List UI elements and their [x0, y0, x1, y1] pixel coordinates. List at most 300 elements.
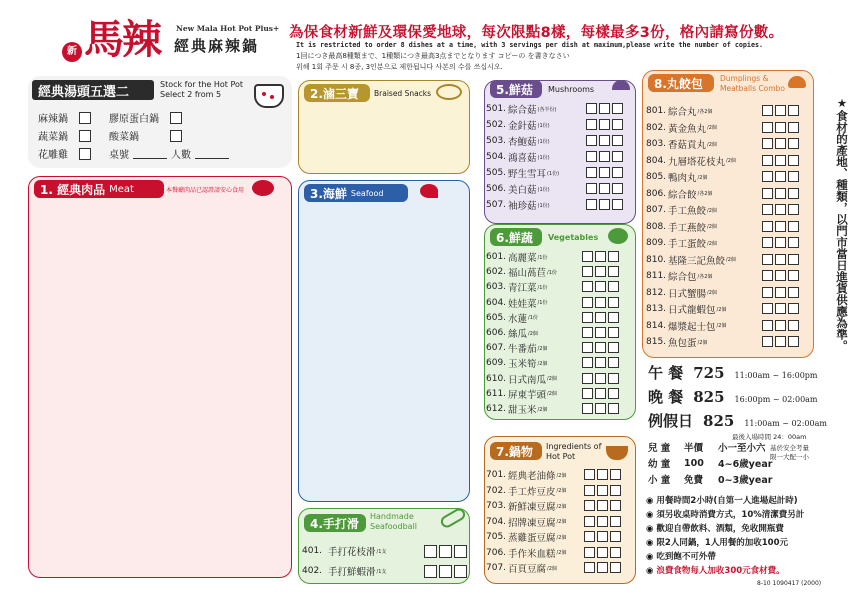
dumpling-item-row: [646, 137, 717, 151]
item-number: 611.: [486, 388, 507, 399]
qty-checkbox[interactable]: [424, 545, 437, 558]
dumpling-qty-boxes: [762, 336, 799, 347]
qty-checkbox[interactable]: [439, 545, 452, 558]
rule-item: [646, 550, 716, 562]
qty-checkbox[interactable]: [788, 287, 799, 298]
qty-checkbox[interactable]: [582, 373, 593, 384]
veg-item-row: [486, 326, 538, 340]
qty-checkbox[interactable]: [597, 485, 608, 496]
dumpling-item-row: [646, 121, 717, 135]
qty-checkbox[interactable]: [610, 485, 621, 496]
item-number: 506.: [486, 184, 507, 194]
qty-checkbox[interactable]: [595, 251, 606, 262]
item-portion: /2個: [697, 339, 708, 346]
soup-en1: Stock for the Hot Pot: [160, 80, 244, 89]
people-label: 人數: [171, 150, 191, 161]
potitem-item-row: [486, 546, 566, 560]
qty-checkbox[interactable]: [597, 562, 608, 573]
soup-item-label: 酸菜鍋: [109, 132, 139, 143]
item-portion: /2個: [547, 391, 557, 398]
qty-checkbox[interactable]: [775, 320, 786, 331]
qty-checkbox[interactable]: [775, 155, 786, 166]
qty-checkbox[interactable]: [788, 221, 799, 232]
qty-checkbox[interactable]: [612, 199, 623, 210]
qty-checkbox[interactable]: [586, 167, 597, 178]
qty-checkbox[interactable]: [775, 105, 786, 116]
item-portion: (1份): [537, 202, 550, 209]
qty-checkbox[interactable]: [597, 547, 608, 558]
item-number: 605.: [486, 312, 507, 323]
qty-checkbox[interactable]: [612, 135, 623, 146]
qty-checkbox[interactable]: [762, 237, 773, 248]
veg-en: Vegetables: [548, 233, 599, 242]
item-name: 水蓮: [508, 313, 528, 325]
qty-checkbox[interactable]: [599, 199, 610, 210]
veg-qty-boxes: [582, 266, 619, 277]
kids-price: 100: [684, 457, 704, 469]
qty-checkbox[interactable]: [595, 327, 606, 338]
qty-checkbox[interactable]: [775, 254, 786, 265]
dumpling-item-row: [646, 319, 726, 333]
qty-checkbox[interactable]: [788, 336, 799, 347]
qty-checkbox[interactable]: [608, 297, 619, 308]
item-number: 507.: [486, 200, 507, 210]
dumpling-item-row: [646, 203, 717, 217]
qty-checkbox[interactable]: [582, 403, 593, 414]
dumpling-qty-boxes: [762, 287, 799, 298]
item-portion: /2個: [547, 376, 557, 383]
qty-checkbox[interactable]: [762, 105, 773, 116]
qty-checkbox[interactable]: [762, 221, 773, 232]
mushroom-qty-boxes: [586, 199, 623, 210]
sanbao-title: 2.滷三寶: [310, 86, 359, 101]
qty-checkbox[interactable]: [608, 312, 619, 323]
qty-checkbox[interactable]: [584, 547, 595, 558]
qty-checkbox[interactable]: [788, 303, 799, 314]
item-name: 手工炸豆皮: [508, 486, 556, 498]
item-name: 金針菇: [508, 121, 537, 132]
qty-checkbox[interactable]: [788, 237, 799, 248]
item-name: 袖珍菇: [508, 201, 537, 212]
qty-checkbox[interactable]: [775, 303, 786, 314]
dumpling-item-row: [646, 335, 707, 349]
item-name: 新鮮凍豆腐: [508, 502, 556, 513]
meat-title: 1. 經典肉品: [40, 182, 106, 197]
qty-checkbox[interactable]: [586, 199, 597, 210]
fishball-en2: Seafoodball: [370, 522, 418, 531]
veg-item-row: [486, 402, 547, 416]
soup-item-label: 麻辣鍋: [38, 114, 68, 125]
item-portion: /2個: [707, 125, 717, 131]
fishball-header: [304, 514, 366, 532]
dumpling-item-row: [646, 253, 736, 267]
potitem-qty-boxes: [584, 516, 621, 527]
qty-checkbox[interactable]: [788, 138, 799, 149]
logo-new-badge: 新: [62, 42, 82, 62]
meat-icon: [252, 180, 274, 196]
qty-checkbox[interactable]: [608, 281, 619, 292]
qty-checkbox[interactable]: [584, 469, 595, 480]
veg-qty-boxes: [582, 327, 619, 338]
soup-checkbox[interactable]: [79, 130, 91, 142]
item-portion: /各2個: [697, 108, 713, 115]
item-number: 806.: [646, 188, 667, 199]
item-portion: /2個: [556, 503, 567, 510]
veg-qty-boxes: [582, 312, 619, 323]
notice-korean: 위해 1회 주문 시 8종, 3인분으로 제한됩니다 사본의 수를 쓰십시오.: [296, 63, 503, 71]
dumpling-qty-boxes: [762, 237, 799, 248]
item-name: 蒸雞蛋豆腐: [508, 533, 556, 544]
qty-checkbox[interactable]: [775, 122, 786, 133]
mushroom-item-row: [486, 134, 550, 148]
qty-checkbox[interactable]: [608, 357, 619, 368]
qty-checkbox[interactable]: [597, 531, 608, 542]
qty-checkbox[interactable]: [762, 122, 773, 133]
qty-checkbox[interactable]: [788, 188, 799, 199]
item-portion: /2個: [707, 141, 717, 148]
mushroom-qty-boxes: [586, 167, 623, 178]
qty-checkbox[interactable]: [586, 103, 597, 114]
item-number: 805.: [646, 172, 667, 182]
item-number: 502.: [486, 120, 507, 130]
qty-checkbox[interactable]: [775, 270, 786, 281]
item-portion: /1份: [537, 284, 548, 291]
people-count-field[interactable]: [195, 149, 229, 159]
mushroom-qty-boxes: [586, 183, 623, 194]
qty-checkbox[interactable]: [612, 183, 623, 194]
qty-checkbox[interactable]: [582, 297, 593, 308]
qty-checkbox[interactable]: [788, 155, 799, 166]
meat-en: Meat: [109, 183, 134, 195]
item-portion: (1份): [537, 154, 550, 161]
qty-checkbox[interactable]: [608, 251, 619, 262]
dumpling-qty-boxes: [762, 270, 799, 281]
item-portion: /2個: [537, 406, 548, 413]
fishball-qty-boxes: [424, 545, 467, 558]
qty-checkbox[interactable]: [762, 336, 773, 347]
sanbao-en: Braised Snacks: [374, 89, 432, 98]
item-portion: /2個: [707, 240, 717, 247]
item-name: 日式蟹腸: [668, 288, 707, 300]
item-number: 602.: [486, 267, 507, 278]
item-name: 高麗菜: [508, 253, 537, 264]
bullet-icon: ◉: [646, 552, 654, 562]
qty-checkbox[interactable]: [610, 516, 621, 527]
qty-checkbox[interactable]: [612, 167, 623, 178]
item-name: 綜合菇: [508, 105, 537, 116]
veg-item-row: [486, 265, 557, 279]
qty-checkbox[interactable]: [599, 151, 610, 162]
item-portion: /2個: [537, 345, 548, 352]
item-portion: (1份): [537, 138, 550, 145]
qty-checkbox[interactable]: [608, 266, 619, 277]
potitem-qty-boxes: [584, 562, 621, 573]
item-number: 705.: [486, 532, 507, 542]
qty-checkbox[interactable]: [582, 342, 593, 353]
potitem-qty-boxes: [584, 531, 621, 542]
item-name: 綜合餃: [668, 189, 697, 201]
qty-checkbox[interactable]: [599, 183, 610, 194]
item-number: 601.: [486, 252, 507, 262]
qty-checkbox[interactable]: [424, 565, 437, 578]
price-label: 晚 餐: [648, 388, 684, 406]
dumpling-qty-boxes: [762, 303, 799, 314]
qty-checkbox[interactable]: [610, 500, 621, 511]
item-name: 爆漿起士包: [668, 321, 716, 333]
item-name: 綜合丸: [668, 107, 697, 118]
qty-checkbox[interactable]: [595, 373, 606, 384]
item-portion: /2個: [716, 306, 727, 313]
qty-checkbox[interactable]: [788, 320, 799, 331]
qty-checkbox[interactable]: [597, 500, 608, 511]
soup-item-label: 花雕雞: [38, 150, 68, 161]
item-number: 801.: [646, 106, 667, 116]
item-name: 美白菇: [508, 185, 537, 196]
price-row: [648, 410, 827, 431]
item-portion: /2個: [726, 257, 736, 263]
item-number: 813.: [646, 304, 667, 314]
item-name: 絲瓜: [508, 329, 528, 340]
rule-item: [646, 508, 804, 520]
qty-checkbox[interactable]: [599, 135, 610, 146]
item-name: 香菇貢丸: [668, 140, 707, 151]
fishball-item-row: [302, 564, 386, 578]
item-name: 野生雪耳: [508, 169, 547, 180]
dumpling-item-row: [646, 154, 736, 168]
price-row: [648, 386, 818, 407]
potitem-qty-boxes: [584, 469, 621, 480]
item-number: 603.: [486, 282, 507, 293]
dumpling-qty-boxes: [762, 171, 799, 182]
qty-checkbox[interactable]: [775, 204, 786, 215]
qty-checkbox[interactable]: [762, 254, 773, 265]
qty-checkbox[interactable]: [582, 312, 593, 323]
qty-checkbox[interactable]: [788, 204, 799, 215]
item-name: 牛番茄: [508, 344, 537, 356]
last-order: 最後入場時間 24：00am: [732, 433, 807, 441]
item-number: 609.: [486, 358, 507, 369]
veg-qty-boxes: [582, 388, 619, 399]
item-number: 810.: [646, 254, 667, 265]
qty-checkbox[interactable]: [612, 103, 623, 114]
qty-checkbox[interactable]: [454, 545, 467, 558]
bullet-icon: ◉: [646, 524, 654, 534]
veg-item-row: [486, 296, 547, 310]
item-portion: /2個: [556, 534, 567, 541]
qty-checkbox[interactable]: [608, 327, 619, 338]
qty-checkbox[interactable]: [454, 565, 467, 578]
item-number: 704.: [486, 516, 507, 527]
qty-checkbox[interactable]: [762, 320, 773, 331]
item-name: 招牌凍豆腐: [508, 517, 556, 529]
dumpling-item-row: [646, 236, 717, 250]
dumpling-icon: [788, 76, 806, 88]
soup-en2: Select 2 from 5: [160, 90, 222, 99]
shrimp-icon: [420, 184, 438, 198]
mushroom-qty-boxes: [586, 151, 623, 162]
rule-text: 浪費食物每人加收300元食材費。: [656, 566, 785, 576]
soup-checkbox[interactable]: [79, 148, 91, 160]
dumpling-en1: Dumplings &: [720, 74, 769, 83]
qty-checkbox[interactable]: [762, 155, 773, 166]
qty-checkbox[interactable]: [584, 516, 595, 527]
veg-item-row: [486, 372, 557, 386]
qty-checkbox[interactable]: [608, 403, 619, 414]
qty-checkbox[interactable]: [595, 312, 606, 323]
mushroom-item-row: [486, 166, 559, 180]
qty-checkbox[interactable]: [586, 183, 597, 194]
veg-header: [490, 228, 542, 246]
qty-checkbox[interactable]: [582, 357, 593, 368]
item-number: 606.: [486, 328, 507, 338]
qty-checkbox[interactable]: [584, 485, 595, 496]
qty-checkbox[interactable]: [775, 171, 786, 182]
dumpling-item-row: [646, 220, 717, 234]
kids-label: 幼 童: [648, 459, 671, 470]
rule-item: [646, 494, 798, 506]
qty-checkbox[interactable]: [597, 469, 608, 480]
mushroom-item-row: [486, 102, 556, 116]
item-portion: /2個: [707, 290, 717, 296]
qty-checkbox[interactable]: [582, 388, 593, 399]
veg-item-row: [486, 280, 547, 294]
qty-checkbox[interactable]: [788, 254, 799, 265]
item-number: 807.: [646, 205, 667, 215]
qty-checkbox[interactable]: [582, 281, 593, 292]
item-portion: /2個: [726, 158, 736, 164]
veg-title: 6.鮮蔬: [496, 230, 533, 245]
qty-checkbox[interactable]: [610, 562, 621, 573]
qty-checkbox[interactable]: [762, 303, 773, 314]
qty-checkbox[interactable]: [608, 388, 619, 399]
qty-checkbox[interactable]: [612, 151, 623, 162]
soup-checkbox[interactable]: [170, 130, 182, 142]
veg-qty-boxes: [582, 251, 619, 262]
item-name: 綜合包: [668, 272, 697, 283]
qty-checkbox[interactable]: [586, 151, 597, 162]
qty-checkbox[interactable]: [788, 270, 799, 281]
seafood-title: 3.海鮮: [310, 186, 347, 201]
kids-label: 小 童: [648, 475, 671, 486]
soup-row-2: [38, 128, 182, 143]
item-name: 經典老油條: [508, 471, 556, 482]
qty-checkbox[interactable]: [595, 388, 606, 399]
kids-condition: 小一至小六: [718, 443, 766, 454]
qty-checkbox[interactable]: [762, 171, 773, 182]
item-name: 百頁豆腐: [508, 564, 547, 575]
qty-checkbox[interactable]: [775, 237, 786, 248]
qty-checkbox[interactable]: [762, 188, 773, 199]
item-name: 手作米血糕: [508, 548, 556, 560]
qty-checkbox[interactable]: [595, 281, 606, 292]
qty-checkbox[interactable]: [612, 119, 623, 130]
soup-checkbox[interactable]: [170, 112, 182, 124]
qty-checkbox[interactable]: [775, 188, 786, 199]
qty-checkbox[interactable]: [762, 287, 773, 298]
qty-checkbox[interactable]: [775, 221, 786, 232]
side-note: ★食材的產地、種類，以門市當日進貨供應為準。: [835, 96, 849, 352]
item-portion: /1支: [376, 548, 387, 555]
qty-checkbox[interactable]: [599, 119, 610, 130]
qty-checkbox[interactable]: [775, 287, 786, 298]
rule-text: 吃到飽不可外帶: [656, 552, 716, 562]
qty-checkbox[interactable]: [586, 135, 597, 146]
item-name: 鴻喜菇: [508, 153, 537, 164]
qty-checkbox[interactable]: [608, 342, 619, 353]
qty-checkbox[interactable]: [582, 327, 593, 338]
sanbao-header: [304, 84, 370, 102]
potitem-qty-boxes: [584, 547, 621, 558]
kids-price-row: [648, 440, 766, 454]
item-name: 手打鮮蝦滑: [328, 567, 376, 578]
item-number: 811.: [646, 271, 667, 281]
item-name: 杏鮑菇: [508, 137, 537, 148]
item-name: 九層塔花枝丸: [668, 156, 726, 168]
veg-qty-boxes: [582, 403, 619, 414]
notice-english: It is restricted to order 8 dishes at a time, with 3 servings per dish at maximum,please write the number of copies.: [296, 41, 764, 49]
veg-item-row: [486, 250, 547, 264]
price-value: 725: [693, 364, 725, 382]
kids-price-row: [648, 456, 772, 470]
qty-checkbox[interactable]: [762, 138, 773, 149]
qty-checkbox[interactable]: [610, 547, 621, 558]
mushroom-item-row: [486, 150, 550, 164]
soup-checkbox[interactable]: [79, 112, 91, 124]
item-number: 706.: [486, 547, 507, 558]
qty-checkbox[interactable]: [597, 516, 608, 527]
qty-checkbox[interactable]: [586, 119, 597, 130]
qty-checkbox[interactable]: [610, 469, 621, 480]
qty-checkbox[interactable]: [788, 171, 799, 182]
item-name: 手工魚餃: [668, 206, 707, 217]
item-name: 日式龍蝦包: [668, 305, 716, 316]
rule-item: [646, 564, 785, 576]
mushroom-item-row: [486, 198, 550, 212]
qty-checkbox[interactable]: [595, 297, 606, 308]
soup-title: 經典湯頭五選二: [38, 84, 130, 100]
qty-checkbox[interactable]: [599, 167, 610, 178]
item-number: 812.: [646, 287, 667, 298]
qty-checkbox[interactable]: [775, 138, 786, 149]
qty-checkbox[interactable]: [762, 204, 773, 215]
qty-checkbox[interactable]: [582, 251, 593, 262]
qty-checkbox[interactable]: [595, 342, 606, 353]
qty-checkbox[interactable]: [775, 336, 786, 347]
seafood-section: [298, 180, 470, 502]
dumpling-qty-boxes: [762, 221, 799, 232]
veg-item-row: [486, 311, 538, 325]
qty-checkbox[interactable]: [595, 403, 606, 414]
qty-checkbox[interactable]: [584, 500, 595, 511]
qty-checkbox[interactable]: [439, 565, 452, 578]
item-number: 604.: [486, 297, 507, 308]
qty-checkbox[interactable]: [595, 266, 606, 277]
qty-checkbox[interactable]: [610, 531, 621, 542]
soup-item-label: 蔬菜鍋: [38, 132, 68, 143]
qty-checkbox[interactable]: [608, 373, 619, 384]
table-number-field[interactable]: [133, 149, 167, 159]
qty-checkbox[interactable]: [788, 122, 799, 133]
mushroom-item-row: [486, 182, 550, 196]
item-number: 815.: [646, 337, 667, 347]
qty-checkbox[interactable]: [582, 266, 593, 277]
qty-checkbox[interactable]: [584, 531, 595, 542]
qty-checkbox[interactable]: [584, 562, 595, 573]
qty-checkbox[interactable]: [599, 103, 610, 114]
qty-checkbox[interactable]: [788, 105, 799, 116]
qty-checkbox[interactable]: [762, 270, 773, 281]
qty-checkbox[interactable]: [595, 357, 606, 368]
